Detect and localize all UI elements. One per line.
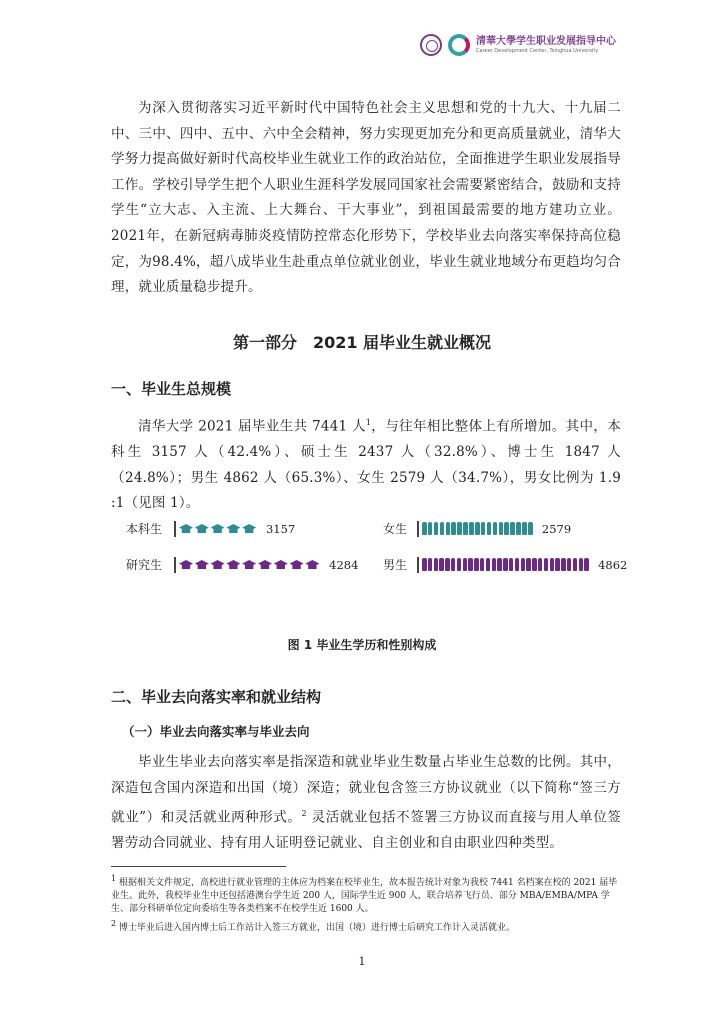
row-label: 研究生 <box>126 558 163 572</box>
footnote-1 <box>111 872 621 916</box>
person-icon <box>481 522 486 535</box>
row-value: 3157 <box>265 521 296 536</box>
section2-heading: 二、毕业去向落实率和就业结构 <box>111 688 322 706</box>
row-value: 2579 <box>541 521 572 536</box>
person-icon <box>428 522 433 535</box>
footnote-ref-2[interactable]: 2 <box>301 809 307 819</box>
graduation-cap-icon <box>274 560 288 569</box>
person-icon <box>468 558 473 571</box>
person-icon <box>515 558 520 571</box>
person-icon <box>532 558 537 571</box>
footnotes <box>111 872 621 936</box>
person-icon <box>492 558 497 571</box>
person-icon <box>434 522 439 535</box>
person-icon <box>567 558 572 571</box>
figure-row-female <box>383 520 571 537</box>
footnote-ref-1[interactable]: 1 <box>365 418 372 427</box>
person-icon <box>428 558 433 571</box>
icon-bar <box>417 557 590 573</box>
person-icon <box>522 522 527 535</box>
career-center-logo-text <box>476 37 616 54</box>
row-value: 4862 <box>598 557 628 572</box>
section1-text-b: ，与往年相比整体上有所增加。其中，本科生 3157 人（42.4%）、硕士生 2437 人（32.8%）、博士生 1847 人（24.8%）；男生 4862 人（65.3%）、女生 2579 人（34.7%），男女比例为 1.9 :1（见图 1）。 <box>111 418 621 512</box>
person-icon <box>457 558 462 571</box>
section1-text-a: 清华大学 2021 届毕业生共 7441 人 <box>138 418 366 435</box>
graduation-cap-icon <box>290 560 304 569</box>
graduation-cap-icon <box>258 560 272 569</box>
section2-text-a: 毕业生毕业去向落实率是指深造和就业毕业生数量占毕业生总数的比例。其中，深造包含国内深造和出国（境）深造；就业包含签三方协议就业（以下简称“签三方就业”）和灵活就业两种形式。 <box>111 754 621 826</box>
section2-paragraph <box>111 750 621 857</box>
footnote-2 <box>111 917 621 935</box>
person-icon <box>463 558 468 571</box>
intro-paragraph: 为深入贯彻落实习近平新时代中国特色社会主义思想和党的十九大、十九届二中、三中、四中、五中、六中全会精神，努力实现更加充分和更高质量就业，清华大学努力提高做好新时代高校毕业生就业工作的政治站位，全面推进学生职业发展指导工作。学校引导学生把个人职业生涯科学发展同国家社会需要紧密结合，鼓励和支持学生“立大志、入主流、上大舞台、干大事业”，到祖国最需要的地方建功立业。2021年，在新冠病毒肺炎疫情防控常态化形势下，学校毕业去向落实率保持高位稳定，为98.4%，超八成毕业生赴重点单位就业创业，毕业生就业地域分布更趋均匀合理，就业质量稳步提升。 <box>111 100 621 296</box>
person-icon <box>497 558 502 571</box>
footnote-mark: 2 <box>111 919 117 928</box>
person-icon <box>573 558 578 571</box>
person-icon <box>526 558 531 571</box>
graduation-cap-icon <box>226 524 240 533</box>
person-icon <box>528 522 533 535</box>
graduation-cap-icon <box>305 560 319 569</box>
footnote-text: 根据相关文件规定，高校进行就业管理的主体应为档案在校毕业生，故本报告统计对象为我校 7441 名档案在校的 2021 届毕业生。此外，我校毕业生中还包括港澳台学生近 200 人，国际学生近 900 人，联合培养飞行员、部分 MBA/EMBA/MPA 学生、部分科研单位定向委培生等各类档案不在校学生近 1600 人。 <box>111 878 618 914</box>
figure-row-undergrad <box>126 520 295 537</box>
graduation-cap-icon <box>211 560 225 569</box>
person-icon <box>538 558 543 571</box>
person-icon <box>474 558 479 571</box>
logo-en: Career Development Center, Tsinghua University <box>476 47 599 54</box>
icon-bar <box>174 557 321 573</box>
intro-block <box>111 96 621 301</box>
person-icon <box>469 522 474 535</box>
person-icon <box>487 522 492 535</box>
person-icon <box>550 558 555 571</box>
graduation-cap-icon <box>195 560 209 569</box>
graduation-cap-icon <box>179 524 193 533</box>
figure-row-graduate <box>126 556 358 573</box>
part-title: 第一部分 2021 届毕业生就业概况 <box>232 333 492 352</box>
person-icon <box>555 558 560 571</box>
person-icon <box>446 522 451 535</box>
person-icon <box>480 558 485 571</box>
row-label: 女生 <box>383 522 408 536</box>
person-icon <box>504 522 509 535</box>
figure-caption: 图 1 毕业生学历和性别构成 <box>287 638 437 652</box>
person-icon <box>457 522 462 535</box>
person-icon <box>451 558 456 571</box>
graduation-cap-icon <box>179 560 193 569</box>
section1-block <box>111 410 621 517</box>
person-icon <box>579 558 584 571</box>
graduation-cap-icon <box>195 524 209 533</box>
person-icon <box>510 522 515 535</box>
person-icon <box>422 522 427 535</box>
person-icon <box>561 558 566 571</box>
footnote-text: 博士毕业后进入国内博士后工作站计入签三方就业，出国（境）进行博士后研究工作计入灵活就业。 <box>116 923 515 933</box>
person-icon <box>499 522 504 535</box>
section2-text-b: 灵活就业包括不签署三方协议而直接与用人单位签署劳动合同就业、持有用人证明登记就业、自主创业和自由职业四种类型。 <box>111 809 622 852</box>
figure-row-male <box>383 556 627 573</box>
person-icon <box>509 558 514 571</box>
person-icon <box>493 522 498 535</box>
person-icon <box>440 522 445 535</box>
person-icon <box>475 522 480 535</box>
person-icon <box>503 558 508 571</box>
person-icon <box>445 558 450 571</box>
section1-paragraph <box>111 410 621 517</box>
icon-bar <box>417 521 534 537</box>
graduation-cap-icon <box>211 524 225 533</box>
graduation-cap-icon <box>242 560 256 569</box>
page-header <box>420 34 616 56</box>
logo-cn: 清華大學学生职业发展指导中心 <box>476 35 616 47</box>
section2-subheading: （一）毕业去向落实率与毕业去向 <box>122 724 310 739</box>
career-center-logo-icon <box>448 34 470 56</box>
person-icon <box>451 522 456 535</box>
university-seal-icon <box>420 34 442 56</box>
person-icon <box>544 558 549 571</box>
graduation-cap-icon <box>226 560 240 569</box>
footnote-divider <box>111 866 286 867</box>
icon-bar <box>174 521 258 537</box>
footnote-mark: 1 <box>111 874 117 883</box>
person-icon <box>439 558 444 571</box>
page-number: 1 <box>358 955 366 968</box>
section1-heading: 一、毕业生总规模 <box>111 380 232 398</box>
row-label: 男生 <box>383 558 408 572</box>
section2-block <box>111 750 621 857</box>
person-icon <box>516 522 521 535</box>
person-icon <box>463 522 468 535</box>
person-icon <box>422 558 427 571</box>
row-label: 本科生 <box>126 522 163 536</box>
person-icon <box>486 558 491 571</box>
person-icon <box>584 558 589 571</box>
graduation-cap-icon <box>242 524 256 533</box>
person-icon <box>434 558 439 571</box>
row-value: 4284 <box>329 557 359 572</box>
person-icon <box>521 558 526 571</box>
